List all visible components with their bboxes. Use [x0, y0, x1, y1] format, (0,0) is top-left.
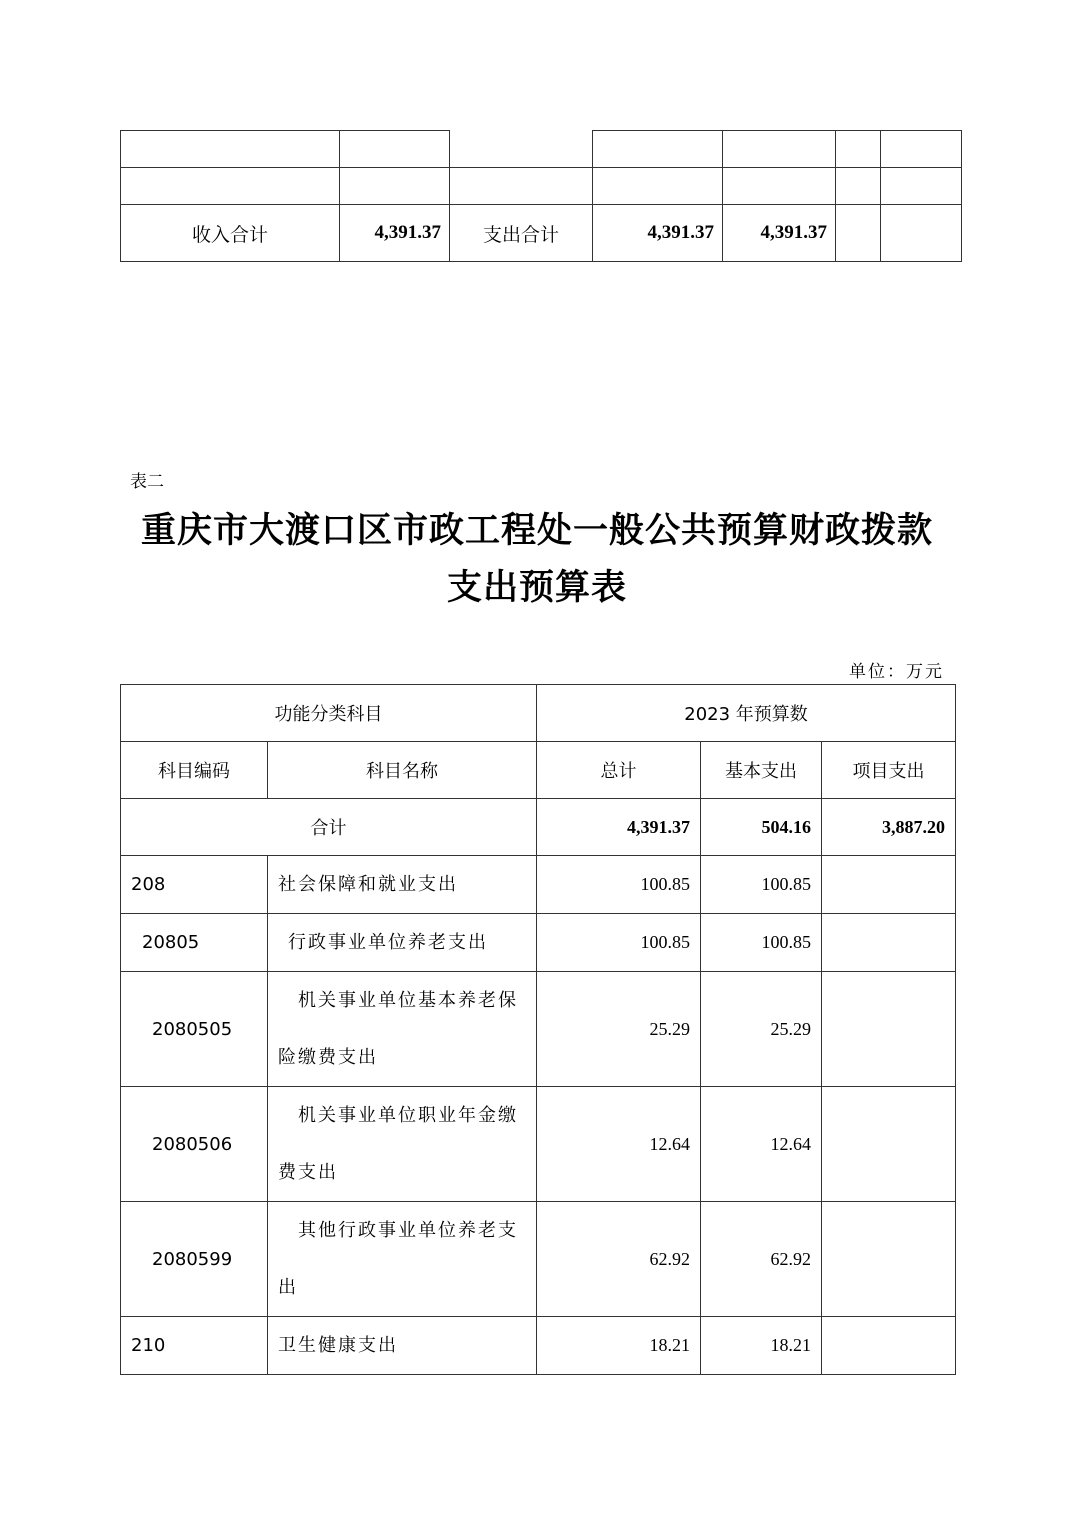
table-row — [121, 1202, 956, 1317]
total-project: 3,887.20 — [822, 799, 956, 856]
row-code: 2080506 — [121, 1087, 268, 1202]
row-basic: 18.21 — [701, 1317, 822, 1375]
row-project — [822, 856, 956, 914]
expense-total-label: 支出合计 — [450, 205, 593, 262]
row-name — [268, 972, 537, 1087]
row-code: 208 — [121, 856, 268, 914]
col-header-total: 总计 — [537, 742, 701, 799]
table-row — [121, 972, 956, 1087]
row-total: 25.29 — [537, 972, 701, 1087]
row-name: 卫生健康支出 — [268, 1317, 537, 1375]
row-name-line-1: 机关事业单位职业年金缴 — [298, 1105, 518, 1126]
income-total-label: 收入合计 — [121, 205, 340, 262]
income-expense-summary-table — [120, 130, 962, 262]
row-name-line-2: 出 — [278, 1277, 298, 1298]
row-total: 12.64 — [537, 1087, 701, 1202]
row-project — [822, 1317, 956, 1375]
row-name: 行政事业单位养老支出 — [268, 914, 537, 972]
table-row — [121, 914, 956, 972]
row-name — [268, 1202, 537, 1317]
header-functional-category: 功能分类科目 — [121, 685, 537, 742]
row-total: 62.92 — [537, 1202, 701, 1317]
header-column-row — [121, 742, 956, 799]
col-header-name: 科目名称 — [268, 742, 537, 799]
table-row — [121, 1317, 956, 1375]
row-name: 社会保障和就业支出 — [268, 856, 537, 914]
page-title-line-2: 支出预算表 — [446, 567, 627, 608]
row-basic: 12.64 — [701, 1087, 822, 1202]
total-sum: 4,391.37 — [537, 799, 701, 856]
row-total: 100.85 — [537, 914, 701, 972]
row-basic: 100.85 — [701, 914, 822, 972]
row-name-line-1: 其他行政事业单位养老支 — [298, 1220, 518, 1241]
expense-total-value-2: 4,391.37 — [723, 205, 836, 262]
row-code: 2080599 — [121, 1202, 268, 1317]
row-basic: 62.92 — [701, 1202, 822, 1317]
total-row — [121, 799, 956, 856]
total-label: 合计 — [121, 799, 537, 856]
col-header-basic: 基本支出 — [701, 742, 822, 799]
unit-label: 单位：万元 — [849, 662, 944, 682]
empty-row — [121, 131, 962, 168]
row-project — [822, 914, 956, 972]
totals-row — [121, 205, 962, 262]
row-project — [822, 1087, 956, 1202]
row-total: 18.21 — [537, 1317, 701, 1375]
row-basic: 100.85 — [701, 856, 822, 914]
expense-total-value: 4,391.37 — [593, 205, 723, 262]
row-name-line-1: 机关事业单位基本养老保 — [298, 990, 518, 1011]
header-group-row — [121, 685, 956, 742]
col-header-code: 科目编码 — [121, 742, 268, 799]
row-name-line-2: 费支出 — [278, 1162, 338, 1183]
table-row — [121, 856, 956, 914]
row-total: 100.85 — [537, 856, 701, 914]
table-row — [121, 1087, 956, 1202]
row-project — [822, 1202, 956, 1317]
budget-expenditure-table — [120, 684, 956, 1375]
page-title-line-1: 重庆市大渡口区市政工程处一般公共预算财政拨款 — [140, 510, 933, 551]
row-code: 210 — [121, 1317, 268, 1375]
row-name-line-2: 险缴费支出 — [278, 1047, 378, 1068]
row-project — [822, 972, 956, 1087]
row-basic: 25.29 — [701, 972, 822, 1087]
row-code: 20805 — [121, 914, 268, 972]
table-tag: 表二 — [130, 472, 164, 492]
col-header-project: 项目支出 — [822, 742, 956, 799]
empty-row — [121, 168, 962, 205]
income-total-value: 4,391.37 — [340, 205, 450, 262]
total-basic: 504.16 — [701, 799, 822, 856]
row-code: 2080505 — [121, 972, 268, 1087]
header-budget-year: 2023 年预算数 — [537, 685, 956, 742]
row-name — [268, 1087, 537, 1202]
